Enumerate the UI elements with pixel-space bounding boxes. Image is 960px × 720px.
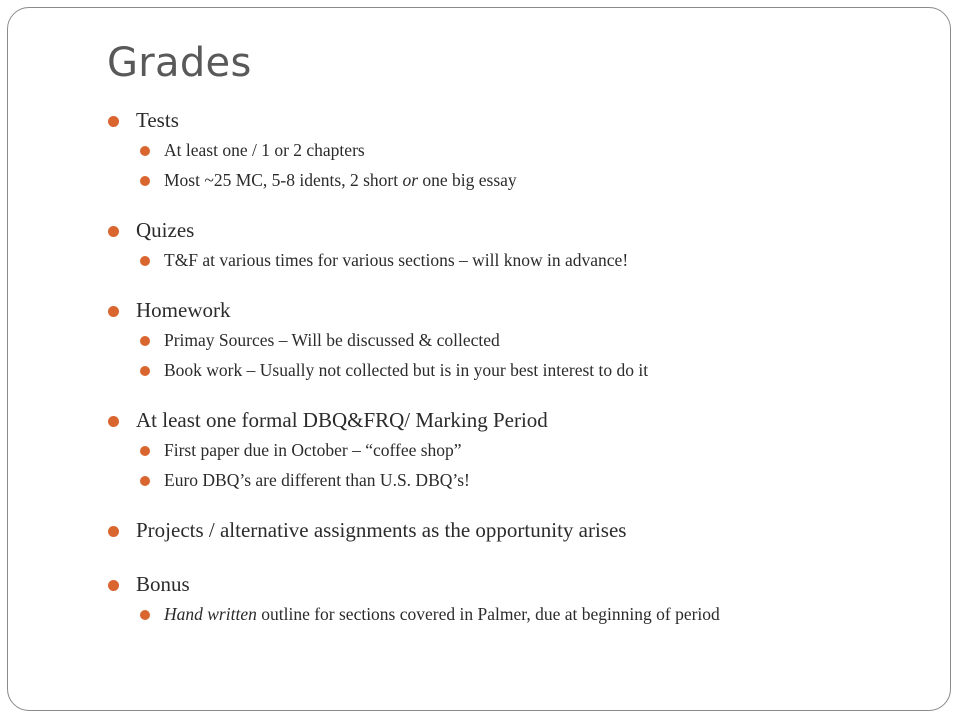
- sub-bullet-emphasis: Hand written: [164, 604, 257, 624]
- sub-bullet-text: outline for sections covered in Palmer, due at beginning of period: [256, 604, 720, 624]
- bullet-dot-icon: [140, 610, 150, 620]
- sub-bullet-text: At least one / 1 or 2 chapters: [164, 140, 365, 160]
- bullet-label: Quizes: [136, 218, 195, 242]
- sub-bullet-quizes-info: [164, 250, 628, 271]
- bullet-quizes: [136, 218, 194, 242]
- sub-bullet-text: T&F at various times for various sections – will know in advance!: [164, 250, 629, 270]
- bullet-label: Bonus: [136, 572, 190, 596]
- bullet-dot-icon: [108, 416, 119, 427]
- sub-bullet-text: Primay Sources – Will be discussed & collected: [164, 330, 500, 350]
- bullet-label: Projects / alternative assignments as the opportunity arises: [136, 518, 627, 542]
- sub-bullet-text: Most ~25 MC, 5-8 idents, 2 short: [164, 170, 403, 190]
- bullet-tests: [136, 108, 179, 132]
- bullet-label: Tests: [136, 108, 179, 132]
- bullet-dot-icon: [108, 580, 119, 591]
- sub-bullet-homework-bookwork: [164, 360, 648, 381]
- bullet-dot-icon: [140, 176, 150, 186]
- sub-bullet-emphasis: or: [402, 170, 418, 190]
- bullet-dot-icon: [108, 526, 119, 537]
- bullet-dot-icon: [108, 226, 119, 237]
- bullet-dot-icon: [140, 366, 150, 376]
- sub-bullet-text: Euro DBQ’s are different than U.S. DBQ’s!: [164, 470, 470, 490]
- sub-bullet-text: Book work – Usually not collected but is in your best interest to do it: [164, 360, 649, 380]
- bullet-label: At least one formal DBQ&FRQ/ Marking Period: [136, 408, 548, 432]
- bullet-homework: [136, 298, 230, 322]
- slide-title: Grades: [107, 40, 252, 86]
- bullet-dot-icon: [108, 306, 119, 317]
- sub-bullet-text: First paper due in October – “coffee shop”: [164, 440, 462, 460]
- sub-bullet-first-paper: [164, 440, 462, 461]
- sub-bullet-homework-sources: [164, 330, 500, 351]
- bullet-dot-icon: [140, 476, 150, 486]
- bullet-projects: [136, 518, 626, 542]
- bullet-dot-icon: [140, 446, 150, 456]
- sub-bullet-bonus-outline: [164, 604, 720, 625]
- sub-bullet-text: one big essay: [418, 170, 517, 190]
- bullet-dot-icon: [140, 146, 150, 156]
- bullet-dbq-frq: [136, 408, 548, 432]
- sub-bullet-tests-frequency: [164, 140, 365, 161]
- sub-bullet-tests-format: [164, 170, 517, 191]
- bullet-dot-icon: [108, 116, 119, 127]
- sub-bullet-euro-dbq: [164, 470, 470, 491]
- bullet-label: Homework: [136, 298, 231, 322]
- bullet-dot-icon: [140, 256, 150, 266]
- bullet-bonus: [136, 572, 190, 596]
- bullet-dot-icon: [140, 336, 150, 346]
